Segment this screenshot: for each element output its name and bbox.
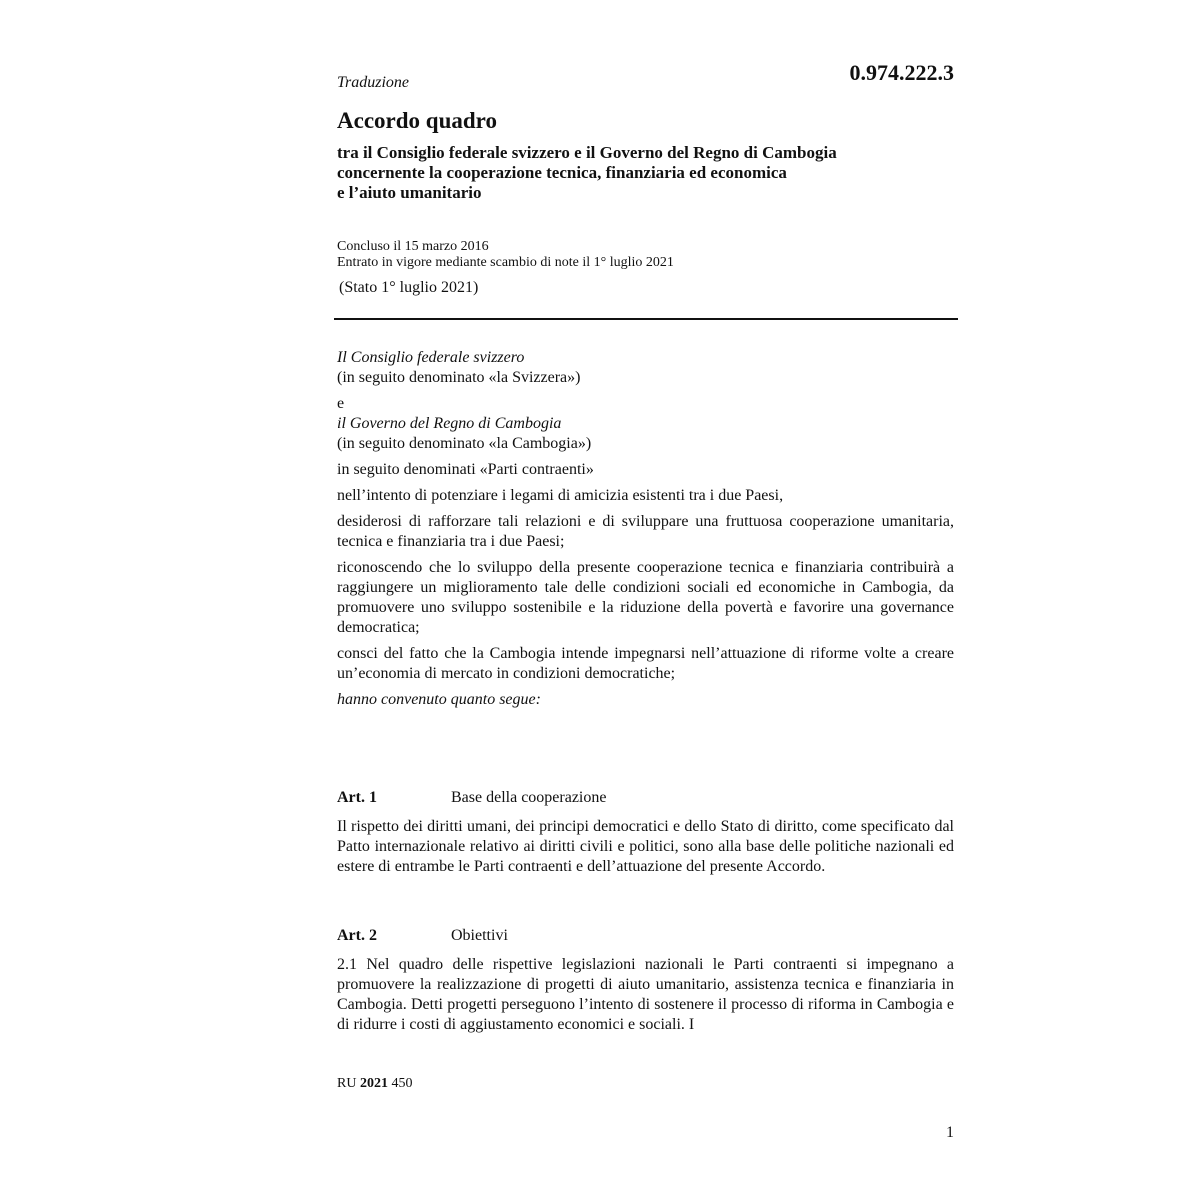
ru-year: 2021 <box>359 1076 388 1091</box>
document-meta <box>337 239 674 271</box>
article-title: Obiettivi <box>451 927 508 944</box>
article-title: Base della cooperazione <box>451 789 607 806</box>
party2-alias: (in seguito denominato «la Cambogia») <box>337 435 592 452</box>
ru-page: 450 <box>391 1076 413 1091</box>
article-2-heading <box>337 927 508 945</box>
preamble <box>337 348 954 716</box>
party1-name: Il Consiglio federale svizzero <box>337 349 525 366</box>
article-2-text: 2.1 Nel quadro delle rispettive legislazioni nazionali le Parti contraenti si impegnano a promuovere la realizzazione di progetti di aiuto umanitario, assistenza tecnica e finanziaria in Cambogia. Detti progetti perseguono l’intento di sostenere il processo di riforma in Cambogia e di ridurre i costi di aggiustamento economici e sociali. I <box>337 956 954 1033</box>
ru-reference <box>337 1076 412 1092</box>
recital: riconoscendo che lo sviluppo della presente cooperazione tecnica e finanziaria contribuirà a raggiungere un miglioramento tale delle condizioni sociali ed economiche in Cambogia, da promuovere uno sviluppo sostenibile e la riduzione della povertà e favorire una governance democratica; <box>337 559 954 636</box>
ru-prefix: RU <box>337 1076 357 1091</box>
sr-number: 0.974.222.3 <box>849 60 954 85</box>
recital: consci del fatto che la Cambogia intende impegnarsi nell’attuazione di riforme volte a creare un’economia di mercato in condizioni democratiche; <box>337 645 954 682</box>
article-number: Art. 2 <box>337 927 377 944</box>
document-page <box>337 0 957 1200</box>
subtitle-line: tra il Consiglio federale svizzero e il Governo del Regno di Cambogia <box>337 143 837 162</box>
document-subtitle <box>337 143 957 203</box>
entry-into-force: Entrato in vigore mediante scambio di note il 1° luglio 2021 <box>337 255 674 270</box>
recital: desiderosi di rafforzare tali relazioni e di sviluppare una fruttuosa cooperazione umanitaria, tecnica e finanziaria tra i due Paesi; <box>337 513 954 550</box>
conjunction: e <box>337 395 345 412</box>
subtitle-line: e l’aiuto umanitario <box>337 183 482 202</box>
header-divider <box>334 318 958 320</box>
party2-name: il Governo del Regno di Cambogia <box>337 415 562 432</box>
recital: nell’intento di potenziare i legami di amicizia esistenti tra i due Paesi, <box>337 487 784 504</box>
article-number: Art. 1 <box>337 789 377 806</box>
party1-alias: (in seguito denominato «la Svizzera») <box>337 369 581 386</box>
page-number: 1 <box>946 1124 954 1141</box>
document-title: Accordo quadro <box>337 108 497 133</box>
translation-label: Traduzione <box>337 74 410 91</box>
article-1-text: Il rispetto dei diritti umani, dei principi democratici e dello Stato di diritto, come specificato dal Patto internazionale relativo ai diritti civili e politici, sono alla base delle politiche nazionali ed estere di entrambe le Parti contraenti e dell’attuazione del presente Accordo. <box>337 818 954 875</box>
status-date: (Stato 1° luglio 2021) <box>339 279 479 296</box>
parties-alias: in seguito denominati «Parti contraenti» <box>337 461 594 478</box>
article-1-heading <box>337 789 606 807</box>
subtitle-line: concernente la cooperazione tecnica, finanziaria ed economica <box>337 163 787 182</box>
agreed-clause: hanno convenuto quanto segue: <box>337 691 541 708</box>
concluded-date: Concluso il 15 marzo 2016 <box>337 239 489 254</box>
